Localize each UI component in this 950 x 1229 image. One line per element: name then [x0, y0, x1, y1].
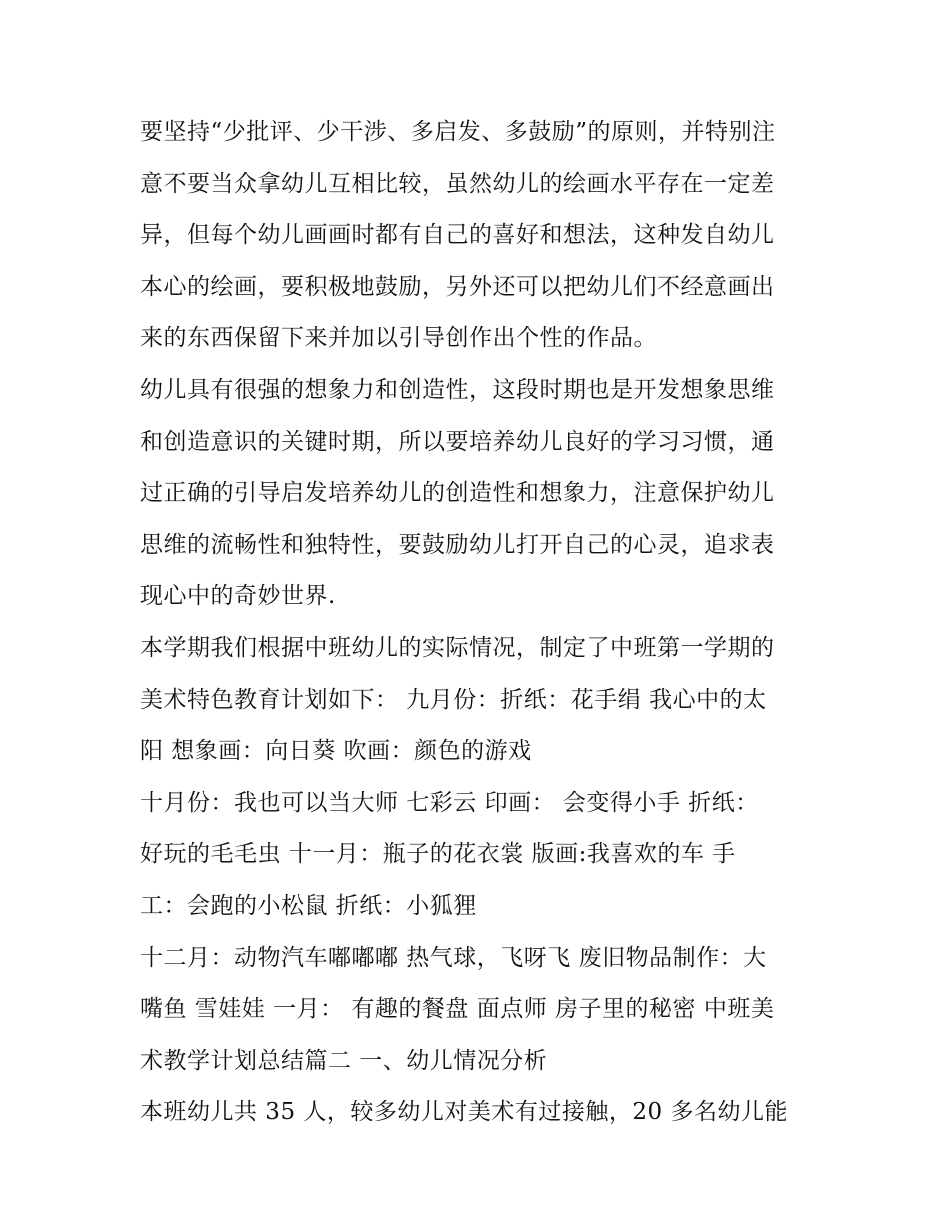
paragraph-drawing-guidance [140, 107, 820, 365]
text-line: 意不要当众拿幼儿互相比较，虽然幼儿的绘画水平存在一定差 [140, 170, 775, 197]
text-line: 要坚持“少批评、少干涉、多启发、多鼓励”的原则，并特别注 [140, 119, 776, 145]
paragraph-plan-september [140, 623, 820, 778]
text-line: 异，但每个幼儿画画时都有自己的喜好和想法，这种发自幼儿 [140, 222, 775, 249]
text-line: 本班幼儿共 35 人，较多幼儿对美术有过接触，20 多名幼儿能 [140, 1099, 788, 1126]
text-line: 阳 想象画：向日葵 吹画：颜色的游戏 [140, 738, 532, 765]
text-line: 幼儿具有很强的想象力和创造性，这段时期也是开发想象思维 [140, 376, 775, 403]
paragraph-class-analysis [140, 1087, 820, 1139]
paragraph-plan-december-january [140, 933, 820, 1088]
text-line: 术教学计划总结篇二 一、幼儿情况分析 [140, 1047, 548, 1074]
text-line: 美术特色教育计划如下： 九月份：折纸：花手绢 我心中的太 [140, 686, 767, 713]
text-line: 十二月：动物汽车嘟嘟嘟 热气球，飞呀飞 废旧物品制作：大 [140, 944, 767, 971]
text-line: 过正确的引导启发培养幼儿的创造性和想象力，注意保护幼儿 [140, 480, 775, 507]
text-line: 十月份：我也可以当大师 七彩云 印画： 会变得小手 折纸： [140, 789, 759, 816]
text-line: 嘴鱼 雪娃娃 一月： 有趣的餐盘 面点师 房子里的秘密 中班美 [140, 996, 775, 1023]
text-line: 好玩的毛毛虫 十一月：瓶子的花衣裳 版画:我喜欢的车 手 [140, 841, 736, 868]
text-line: 现心中的奇妙世界. [140, 583, 336, 610]
text-line: 本心的绘画，要积极地鼓励，另外还可以把幼儿们不经意画出 [140, 273, 775, 300]
paragraph-plan-october-november [140, 778, 820, 933]
text-line: 思维的流畅性和独特性，要鼓励幼儿打开自己的心灵，追求表 [140, 531, 775, 558]
text-line: 工：会跑的小松鼠 折纸：小狐狸 [140, 892, 477, 919]
text-line: 和创造意识的关键时期，所以要培养幼儿良好的学习习惯，通 [140, 428, 775, 455]
text-line: 来的东西保留下来并加以引导创作出个性的作品。 [140, 325, 657, 352]
text-line: 本学期我们根据中班幼儿的实际情况，制定了中班第一学期的 [140, 634, 775, 661]
document-body [140, 107, 820, 1139]
paragraph-imagination [140, 365, 820, 623]
